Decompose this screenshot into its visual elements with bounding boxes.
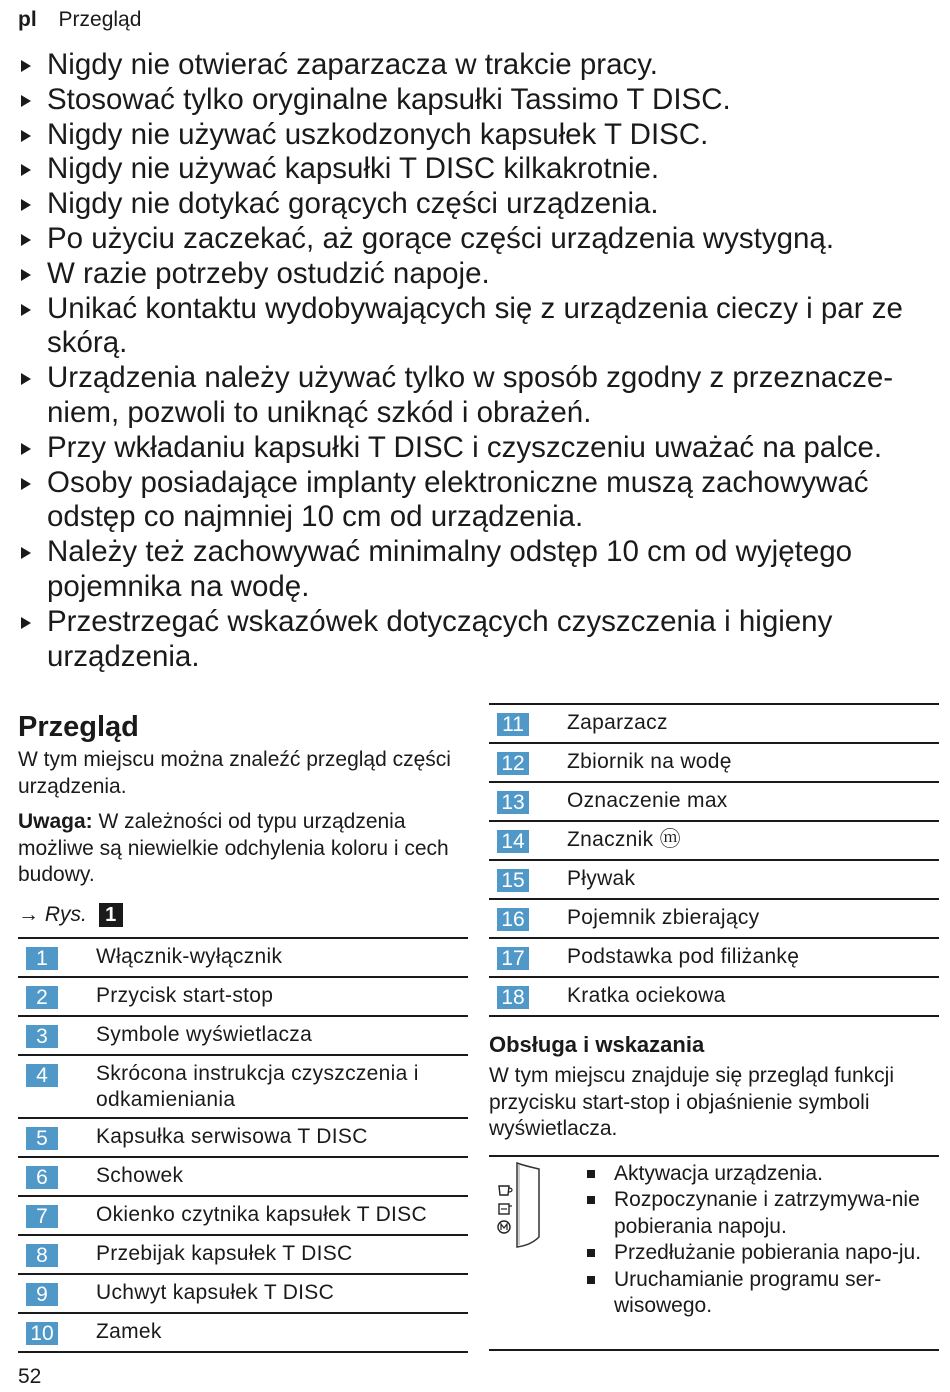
part-number-badge: 4 xyxy=(26,1064,58,1087)
operation-text: Uruchamianie programu ser-wisowego. xyxy=(614,1267,882,1317)
part-number-badge: 18 xyxy=(497,986,529,1009)
bullet-triangle-icon xyxy=(21,199,31,211)
part-row xyxy=(18,939,468,978)
part-row xyxy=(489,900,939,939)
figure-reference xyxy=(18,901,468,929)
part-number-badge: 10 xyxy=(26,1322,58,1345)
bullet-triangle-icon xyxy=(21,164,31,176)
page-header xyxy=(18,8,141,32)
bullet-triangle-icon xyxy=(21,547,31,559)
part-row xyxy=(18,1017,468,1056)
warning-item xyxy=(18,431,933,466)
part-number-badge: 17 xyxy=(497,947,529,970)
part-label: Kapsułka serwisowa T DISC xyxy=(96,1124,368,1148)
note-label: Uwaga: xyxy=(18,810,93,833)
part-number-badge: 11 xyxy=(497,713,529,736)
part-label: Znacznik ⓜ xyxy=(567,828,681,851)
part-number-badge: 12 xyxy=(497,752,529,775)
warning-item xyxy=(18,257,933,292)
bullet-triangle-icon xyxy=(21,443,31,455)
part-number-badge: 14 xyxy=(497,830,529,853)
warning-text: Należy też zachowywać minimalny odstęp 10 cm od wyjętego pojemnika na wodę. xyxy=(47,535,853,603)
bullet-triangle-icon xyxy=(21,130,31,142)
overview-note xyxy=(18,809,468,889)
operation-title: Obsługa i wskazania xyxy=(489,1032,705,1057)
bullet-triangle-icon xyxy=(21,373,31,385)
part-label: Symbole wyświetlacza xyxy=(96,1022,313,1046)
warning-item xyxy=(18,83,933,118)
part-label: Schowek xyxy=(96,1163,184,1187)
part-row xyxy=(18,1197,468,1236)
part-label: Okienko czytnika kapsułek T DISC xyxy=(96,1202,427,1226)
part-row xyxy=(18,1119,468,1158)
overview-intro: W tym miejscu można znaleźć przegląd części urządzenia. xyxy=(18,748,451,798)
warning-text: Nigdy nie używać uszkodzonych kapsułek T DISC. xyxy=(47,117,709,151)
overview-section-continued xyxy=(489,703,939,1351)
part-number-badge: 1 xyxy=(26,947,58,970)
part-row xyxy=(18,1314,468,1353)
warning-item xyxy=(18,466,933,536)
part-number-badge: 15 xyxy=(497,869,529,892)
parts-table-left xyxy=(18,937,468,1353)
warning-item xyxy=(18,605,933,675)
bullet-square-icon xyxy=(587,1249,595,1257)
bullet-triangle-icon xyxy=(21,60,31,72)
service-icon xyxy=(498,1221,510,1233)
header-section: Przegląd xyxy=(58,8,142,31)
part-label: Skrócona instrukcja czyszczenia i odkamieniania xyxy=(96,1061,419,1111)
operation-text: Aktywacja urządzenia. xyxy=(614,1161,823,1185)
language-code: pl xyxy=(18,8,37,31)
part-label: Kratka ociekowa xyxy=(567,984,726,1007)
part-number-badge: 2 xyxy=(26,986,58,1009)
bullet-triangle-icon xyxy=(21,269,31,281)
bullet-triangle-icon xyxy=(21,304,31,316)
part-number-badge: 8 xyxy=(26,1244,58,1267)
part-number-badge: 6 xyxy=(26,1166,58,1189)
warning-text: Nigdy nie otwierać zaparzacza w trakcie pracy. xyxy=(47,48,659,81)
start-stop-button-illustration xyxy=(489,1161,579,1347)
part-label: Oznaczenie max xyxy=(567,789,728,812)
warning-item xyxy=(18,118,933,153)
part-label: Przycisk start-stop xyxy=(96,983,274,1007)
warning-item xyxy=(18,187,933,222)
warning-item xyxy=(18,222,933,257)
part-number-badge: 16 xyxy=(497,908,529,931)
part-label: Podstawka pod filiżankę xyxy=(567,945,800,968)
water-tank-icon xyxy=(499,1204,512,1214)
section-title: Przegląd xyxy=(18,711,139,743)
operation-item xyxy=(587,1240,939,1267)
bullet-triangle-icon xyxy=(21,617,31,629)
operation-item xyxy=(587,1161,939,1188)
warning-text: Przy wkładaniu kapsułki T DISC i czyszczeniu uważać na palce. xyxy=(47,430,883,464)
bullet-square-icon xyxy=(587,1276,595,1284)
start-stop-button-icon xyxy=(489,1161,579,1347)
operation-intro: W tym miejscu znajduje się przegląd funkcji przycisku start-stop i objaśnienie symboli wyświetlacza. xyxy=(489,1064,894,1140)
part-row xyxy=(489,705,939,744)
operation-item xyxy=(587,1187,939,1240)
overview-section xyxy=(18,708,468,1353)
part-label: Przebijak kapsułek T DISC xyxy=(96,1241,353,1265)
warning-text: Nigdy nie dotykać gorących części urządzenia. xyxy=(47,187,659,221)
warning-text: Przestrzegać wskazówek dotyczących czyszczenia i higieny urządzenia. xyxy=(47,604,833,673)
part-row xyxy=(489,861,939,900)
part-row xyxy=(18,1158,468,1197)
operation-item xyxy=(587,1267,939,1320)
bullet-triangle-icon xyxy=(21,478,31,490)
figure-label: Rys. xyxy=(44,902,87,926)
operation-text: Rozpoczynanie i zatrzymywa-nie pobierania napoju. xyxy=(614,1188,920,1238)
warning-item xyxy=(18,48,933,83)
note-text: W zależności od typu urządzenia możliwe są niewielkie odchylenia koloru i cech budowy. xyxy=(18,810,449,886)
part-label: Zamek xyxy=(96,1319,162,1343)
operation-text: Przedłużanie pobierania napo-ju. xyxy=(614,1241,922,1264)
warning-item xyxy=(18,292,933,362)
part-row xyxy=(18,1236,468,1275)
warning-item xyxy=(18,361,933,431)
warning-text: Po użyciu zaczekać, aż gorące części urządzenia wystygną. xyxy=(47,221,835,255)
part-number-badge: 9 xyxy=(26,1283,58,1306)
part-row xyxy=(489,822,939,861)
part-number-badge: 7 xyxy=(26,1205,58,1228)
parts-table-right xyxy=(489,703,939,1017)
part-number-badge: 3 xyxy=(26,1025,58,1048)
part-label: Zaparzacz xyxy=(567,711,668,734)
part-row xyxy=(18,1275,468,1314)
warning-text: Osoby posiadające implanty elektroniczne muszą zachowywać odstęp co najmniej 10 cm od urządzenia. xyxy=(47,465,869,534)
safety-warnings-list xyxy=(18,48,933,674)
part-row xyxy=(489,783,939,822)
bullet-square-icon xyxy=(587,1196,595,1204)
warning-text: Unikać kontaktu wydobywających się z urządzenia cieczy i par ze skórą. xyxy=(47,291,903,360)
part-label: Pojemnik zbierający xyxy=(567,906,760,929)
arrow-icon: → xyxy=(18,902,39,926)
cup-icon xyxy=(499,1186,512,1195)
part-label: Uchwyt kapsułek T DISC xyxy=(96,1280,335,1304)
part-label: Włącznik-wyłącznik xyxy=(96,944,283,968)
warning-text: Nigdy nie używać kapsułki T DISC kilkakrotnie. xyxy=(47,152,660,186)
warning-item xyxy=(18,535,933,605)
bullet-triangle-icon xyxy=(21,95,31,107)
warning-text: W razie potrzeby ostudzić napoje. xyxy=(47,256,490,290)
part-row xyxy=(18,978,468,1017)
part-number-badge: 13 xyxy=(497,791,529,814)
part-label: Pływak xyxy=(567,867,636,890)
part-row xyxy=(489,978,939,1017)
part-row xyxy=(489,744,939,783)
figure-number: 1 xyxy=(99,903,123,927)
part-row xyxy=(489,939,939,978)
page-number: 52 xyxy=(18,1365,42,1388)
operation-functions-list xyxy=(579,1161,939,1347)
part-row xyxy=(18,1056,468,1119)
part-number-badge: 5 xyxy=(26,1127,58,1150)
bullet-square-icon xyxy=(587,1170,595,1178)
part-label: Zbiornik na wodę xyxy=(567,750,732,773)
operation-table xyxy=(489,1155,939,1351)
warning-item xyxy=(18,152,933,187)
bullet-triangle-icon xyxy=(21,234,31,246)
warning-text: Urządzenia należy używać tylko w sposób zgodny z przeznacze-niem, pozwoli to uniknąć szkód i obrażeń. xyxy=(47,361,894,429)
warning-text: Stosować tylko oryginalne kapsułki Tassimo T DISC. xyxy=(47,82,731,116)
